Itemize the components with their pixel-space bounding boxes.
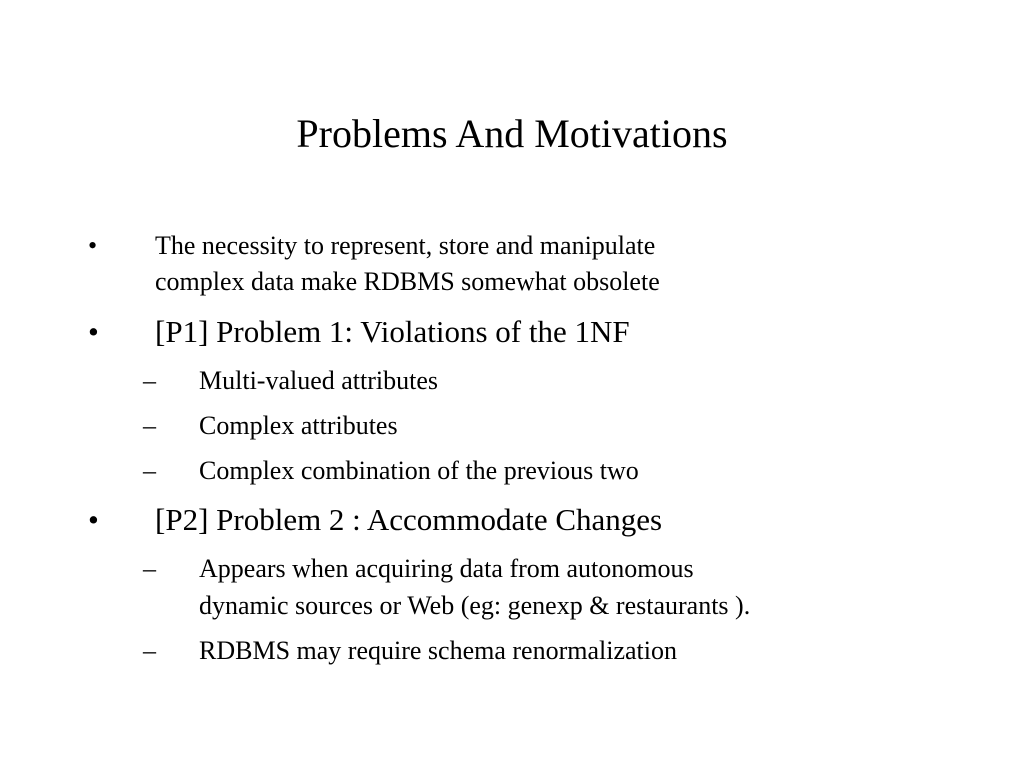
sub-bullet-text-line: dynamic sources or Web (eg: genexp & restaurants ). xyxy=(199,591,751,620)
sub-bullet-text-line: Appears when acquiring data from autonomous xyxy=(199,554,694,583)
sub-bullet-item xyxy=(0,550,1024,624)
bullet-text: [P1] Problem 1: Violations of the 1NF xyxy=(155,314,630,349)
bullet-text-line: The necessity to represent, store and manipulate xyxy=(155,231,656,260)
sub-bullet-item xyxy=(0,407,1024,444)
sub-bullet-text: Complex combination of the previous two xyxy=(199,456,639,485)
sub-bullet-item xyxy=(0,452,1024,489)
bullet-item xyxy=(0,228,1024,300)
dash-marker: – xyxy=(143,366,156,395)
dash-marker: – xyxy=(143,456,156,485)
bullet-text-line: complex data make RDBMS somewhat obsolete xyxy=(155,267,660,296)
dash-marker: – xyxy=(143,554,156,583)
dash-marker: – xyxy=(143,636,156,665)
slide-title: Problems And Motivations xyxy=(296,111,728,156)
sub-bullet-item xyxy=(0,362,1024,399)
bullet-text: [P2] Problem 2 : Accommodate Changes xyxy=(155,502,663,537)
dash-marker: – xyxy=(143,411,156,440)
bullet-item xyxy=(0,500,1024,540)
sub-bullet-text: Complex attributes xyxy=(199,411,398,440)
bullet-item xyxy=(0,312,1024,352)
sub-bullet-text: RDBMS may require schema renormalization xyxy=(199,636,677,665)
bullet-marker: • xyxy=(88,231,98,260)
bullet-marker: • xyxy=(88,502,99,537)
sub-bullet-text: Multi-valued attributes xyxy=(199,366,439,395)
bullet-marker: • xyxy=(88,314,99,349)
sub-bullet-item xyxy=(0,632,1024,669)
